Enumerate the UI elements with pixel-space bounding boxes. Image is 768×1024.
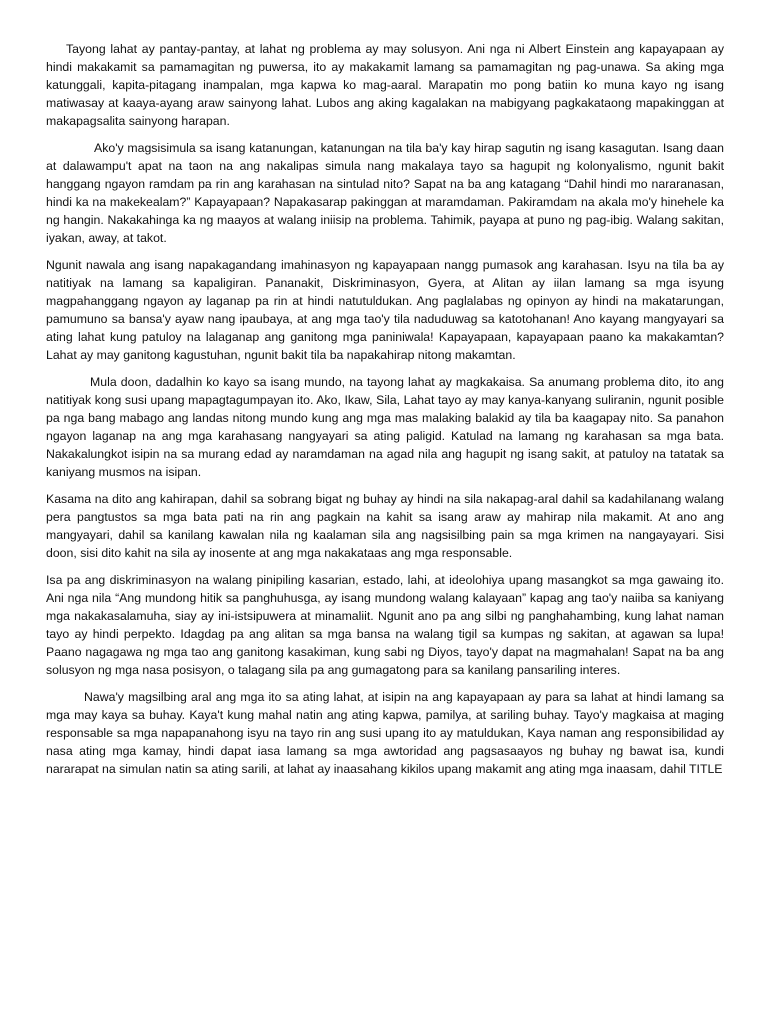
paragraph-violence: Ngunit nawala ang isang napakagandang imahinasyon ng kapayapaan nangg pumasok ang karahasan. Isyu na tila ba ay natitiyak na lamang sa kapaligiran. Pananakit, Diskriminasyon, Gyera, at Alitan ay iilan lamang sa mga isyung magpahanggang ngayon ay laganap pa rin at hindi natutuldukan. Ang paglalabas ng opinyon ay hindi na makatarungan, pamumuno sa bansa'y ayaw nang ipaubaya, at ang mga tao'y tila naduduwag sa katotohanan! Ano kayang mangyayari sa ating lahat kung patuloy na lalaganap ang ganitong mga paniniwala! Kapayapaan, kapayapaan paano ka makakamtan? Lahat ay may ganitong kagustuhan, ngunit bakit tila ba napakahirap nitong makamtan. — [46, 258, 724, 362]
paragraph-discrimination: Isa pa ang diskriminasyon na walang pinipiling kasarian, estado, lahi, at ideolohiya upang masangkot sa mga gawaing ito. Ani nga nila “Ang mundong hitik sa panghuhusga, ay isang mundong walang kalayaan” kapag ang tao'y naiiba sa kaniyang mga nakakasalamuha, siay ay ini-istsipuwera at minamaliit. Ngunit ano pa ang silbi ng panghahambing, kung lahat naman tayo ay hindi perpekto. Idagdag pa ang alitan sa mga bansa na walang tigil sa kumpas ng sakitan, at agawan sa lupa! Paano nagagawa ng mga tao ang ganitong kasakiman, kung sabi ng Diyos, tayo'y dapat na magmahalan! Sapat na ba ang solusyon ng mga nasa posisyon, o talagang sila pa ang gumagatong para sa kanilang pansariling interes. — [46, 573, 724, 677]
paragraph-unity: Mula doon, dadalhin ko kayo sa isang mundo, na tayong lahat ay magkakaisa. Sa anumang problema dito, ito ang natitiyak kong susi upang mapagtagumpayan ito. Ako, Ikaw, Sila, Lahat tayo ay may kanya-kanyang suliranin, ngunit posible pa nga bang mabago ang landas nitong mundo kung ang mga mas malaking balakid ay tila ba kaagapay nito. Sa panahon ngayon laganap na ang mga karahasang nangyayari sa ating paligid. Katulad na lamang ng karahasan sa mga bata. Nakakalungkot isipin na sa murang edad ay naramdaman na agad nila ang hagupit ng isang sakit, at patuloy na tatatak sa kaniyang musmos na isipan. — [46, 375, 724, 479]
paragraph-poverty: Kasama na dito ang kahirapan, dahil sa sobrang bigat ng buhay ay hindi na sila nakapag-aral dahil sa kadahilanang walang pera pangtustos sa mga bata pati na rin ang pagkain na kahit sa isang araw ay mahirap nila makamit. At ano ang mangyayari, dahil sa kanilang kawalan nila ng kaalaman sila ang nagsisilbing pain sa mga krimen na nangayayari. Sisi doon, sisi dito kahit na sila ay inosente at ang mga nakakataas ang mga responsable. — [46, 492, 724, 560]
paragraph-conclusion: Nawa'y magsilbing aral ang mga ito sa ating lahat, at isipin na ang kapayapaan ay para sa lahat at hindi lamang sa mga may kaya sa buhay. Kaya't kung mahal natin ang ating kapwa, pamilya, at sariling buhay. Tayo'y magkaisa at maging responsable sa mga napapanahong isyu na tayo rin ang susi upang ito ay matuldukan, Kaya naman ang responsibilidad ay nasa ating mga kamay, hindi dapat iasa lamang sa mga awtoridad ang pagsasaayos ng buhay ng bawat isa, kundi nararapat na simulan natin sa ating sarili, at lahat ay inaasahang kikilos upang makamit ang ating mga inaasam, dahil TITLE — [46, 690, 724, 776]
paragraph-question: Ako'y magsisimula sa isang katanungan, katanungan na tila ba'y kay hirap sagutin ng isang kasagutan. Isang daan at dalawampu't apat na taon na ang nakalipas simula nang makalaya tayo sa hagupit ng kolonyalismo, ngunit bakit hanggang ngayon ramdam pa rin ang karahasan na sintulad nito? Sapat na ba ang katagang “Dahil hindi mo nararanasan, hindi ka na makekealam?” Kapayapaan? Napakasarap pakinggan at maramdaman. Pakiramdam na akala mo'y hinehele ka ng hangin. Nakakahinga ka ng maayos at walang iniisip na problema. Tahimik, payapa at puno ng pag-ibig. Walang sakitan, iyakan, away, at takot. — [46, 141, 724, 245]
paragraph-intro: Tayong lahat ay pantay-pantay, at lahat ng problema ay may solusyon. Ani nga ni Albert Einstein ang kapayapaan ay hindi makakamit sa pamamagitan ng puwersa, ito ay makakamit lamang sa pamamagitan ng pag-unawa. Sa aking mga katunggali, kapita-pitagang inampalan, mga kapwa ko mag-aaral. Marapatin mo pong batiin ko muna kayo ng isang matiwasay at kaaya-ayang araw sainyong lahat. Lubos ang aking kagalakan na mabigyang pagkakataong mapakinggan at makapagsalita sainyong harapan. — [46, 42, 724, 128]
